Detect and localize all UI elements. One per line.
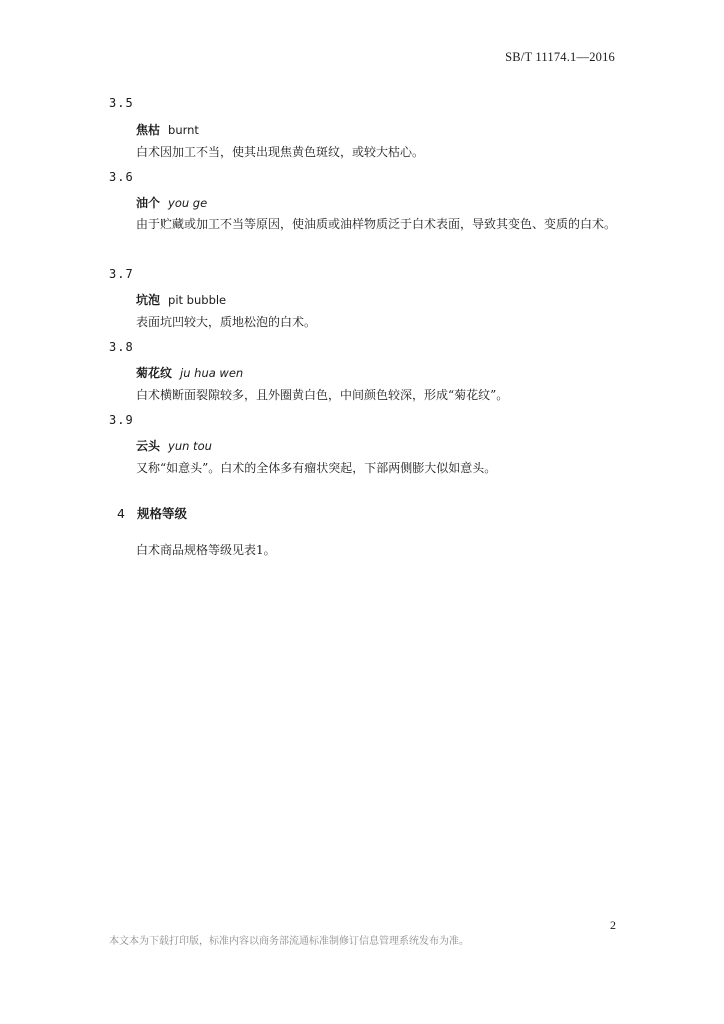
- term-definition: 由于贮藏或加工不当等原因，使油质或油样物质泛于白术表面，导致其变色、变质的白术。: [136, 217, 617, 231]
- term-english: ju hua wen: [180, 366, 244, 380]
- term-chinese: 菊花纹: [136, 366, 173, 380]
- footer-note: 本文本为下载打印版，标准内容以商务部流通标准制修订信息管理系统发布为准。: [109, 936, 469, 947]
- section-body: 白术商品规格等级见表1。: [136, 543, 276, 557]
- clause-number: 3.5: [109, 96, 134, 110]
- section-heading: [117, 504, 187, 522]
- term-entry: [136, 291, 226, 308]
- term-entry: [136, 121, 199, 138]
- section-number: 4: [117, 506, 125, 521]
- term-chinese: 焦枯: [136, 123, 161, 137]
- standard-code-header: SB/T 11174.1—2016: [505, 50, 615, 64]
- term-definition: 白术横断面裂隙较多，且外圈黄白色，中间颜色较深，形成“菊花纹”。: [136, 388, 509, 402]
- clause-number: 3.6: [109, 170, 134, 184]
- term-definition: 表面坑凹较大，质地松泡的白术。: [136, 315, 317, 329]
- term-chinese: 油个: [136, 196, 161, 210]
- term-definition: 又称“如意头”。白术的全体多有瘤状突起，下部两侧膨大似如意头。: [136, 461, 497, 475]
- clause-number: 3.9: [109, 413, 134, 427]
- section-title: 规格等级: [136, 506, 187, 521]
- term-english: pit bubble: [168, 293, 227, 307]
- term-entry: [136, 364, 243, 381]
- term-definition: 白术因加工不当，使其出现焦黄色斑纹，或较大枯心。: [136, 145, 425, 159]
- page-number: 2: [610, 918, 616, 932]
- term-entry: [136, 194, 207, 211]
- term-entry: [136, 437, 212, 454]
- term-english: yun tou: [168, 439, 212, 453]
- term-chinese: 云头: [136, 439, 161, 453]
- clause-number: 3.7: [109, 267, 134, 281]
- term-chinese: 坑泡: [136, 293, 161, 307]
- clause-number: 3.8: [109, 340, 134, 354]
- term-english: you ge: [168, 196, 208, 210]
- term-english: burnt: [168, 123, 199, 137]
